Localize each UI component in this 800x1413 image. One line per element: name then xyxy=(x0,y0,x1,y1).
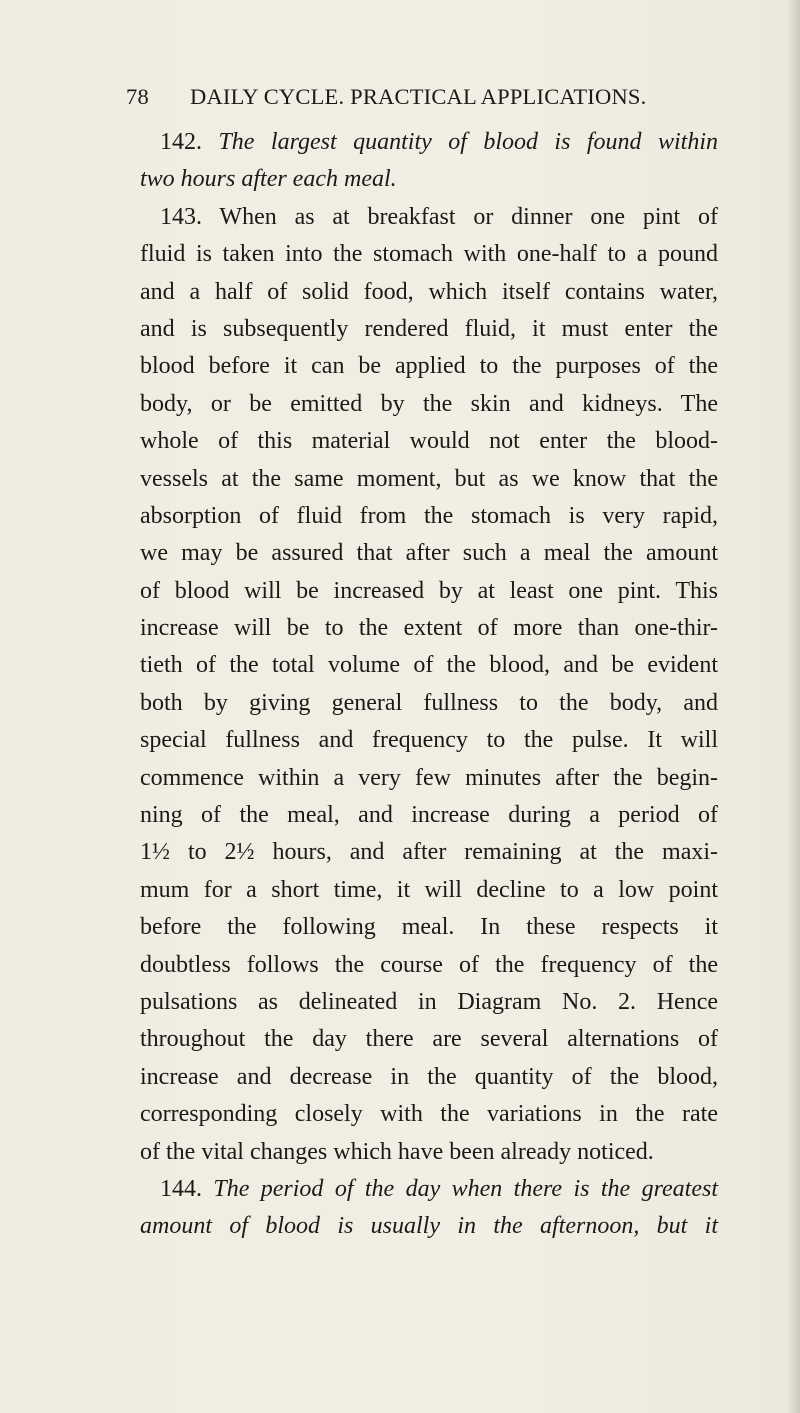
text-line: doubtless follows the course of the frequency of the xyxy=(140,951,718,978)
page-edge-shadow xyxy=(786,0,800,1413)
paragraph-142-line-2: two hours after each meal. xyxy=(140,166,397,193)
text-line: we may be assured that after such a meal the amount xyxy=(140,540,718,567)
text-line: of blood will be increased by at least one pint. This xyxy=(140,577,718,604)
paragraph-142-line-1 xyxy=(140,124,718,161)
text-line: whole of this material would not enter the blood- xyxy=(140,428,718,455)
text-line: absorption of fluid from the stomach is very rapid, xyxy=(140,502,718,529)
paragraph-144-line-1 xyxy=(140,1171,718,1208)
text-line: mum for a short time, it will decline to a low point xyxy=(140,876,718,903)
text-line: 1½ to 2½ hours, and after remaining at the maxi- xyxy=(140,839,718,866)
text-line: and a half of solid food, which itself contains water, xyxy=(140,278,718,305)
body-text xyxy=(140,124,718,1246)
text-line: tieth of the total volume of the blood, and be evident xyxy=(140,652,718,679)
text-line: before the following meal. In these respects it xyxy=(140,914,718,941)
text-line: pulsations as delineated in Diagram No. 2. Hence xyxy=(140,988,718,1015)
text-line: both by giving general fullness to the body, and xyxy=(140,689,718,716)
text-line: increase will be to the extent of more than one-thir- xyxy=(140,615,718,642)
paragraph-144-line-2: amount of blood is usually in the afternoon, but it xyxy=(140,1213,718,1240)
paragraph-144-heading: The period of the day when there is the greatest xyxy=(213,1175,719,1202)
text-line: special fullness and frequency to the pulse. It will xyxy=(140,727,718,754)
text-line: throughout the day there are several alternations of xyxy=(140,1026,718,1053)
paragraph-143-line-1: 143. When as at breakfast or dinner one pint of xyxy=(160,203,718,230)
text-line: ning of the meal, and increase during a period of xyxy=(140,802,718,829)
paragraph-number-142: 142. xyxy=(160,129,202,155)
text-line: commence within a very few minutes after the begin- xyxy=(140,764,718,791)
text-line: corresponding closely with the variations in the rate xyxy=(140,1101,718,1128)
text-line: blood before it can be applied to the purposes of the xyxy=(140,353,718,380)
paragraph-number-143: 143. xyxy=(160,203,202,230)
text-line: increase and decrease in the quantity of the blood, xyxy=(140,1063,718,1090)
text-line: and is subsequently rendered fluid, it must enter the xyxy=(140,315,718,342)
running-head xyxy=(126,84,722,110)
paragraph-number-144: 144. xyxy=(160,1175,202,1202)
page-number: 78 xyxy=(126,84,149,109)
text-line: body, or be emitted by the skin and kidneys. The xyxy=(140,390,718,417)
paragraph-142-heading: The largest quantity of blood is found within xyxy=(218,129,718,155)
text-line: fluid is taken into the stomach with one-half to a pound xyxy=(140,241,718,268)
text-line: of the vital changes which have been already noticed. xyxy=(140,1138,654,1165)
text-line: vessels at the same moment, but as we know that the xyxy=(140,465,718,492)
running-title: DAILY CYCLE. PRACTICAL APPLICATIONS. xyxy=(190,84,647,109)
